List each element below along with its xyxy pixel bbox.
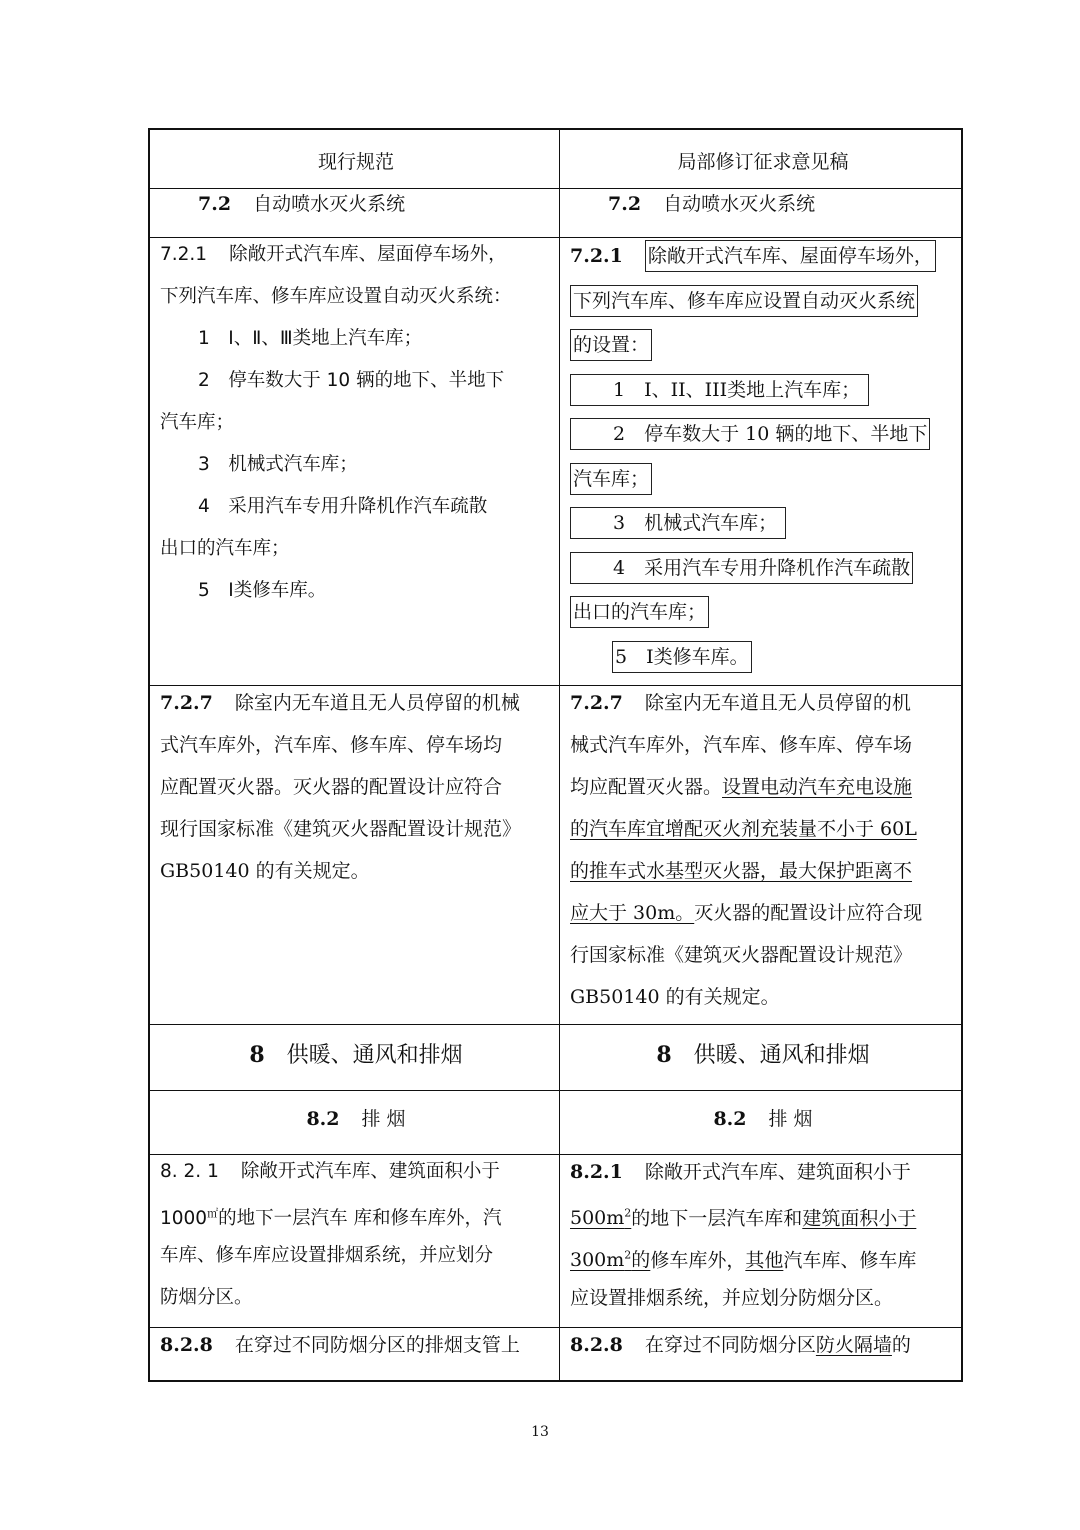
unit-superscript: 2	[624, 1207, 632, 1220]
clause-line	[570, 1324, 956, 1366]
revised-text-box: 3 机械式汽车库；	[570, 507, 786, 539]
list-item: 2 停车数大于 10 辆的地下、半地下	[198, 370, 505, 391]
clause-line: 式汽车库外，汽车库、修车库、停车场均	[160, 734, 503, 756]
clause-line: 出口的汽车库；	[160, 538, 290, 559]
clause-line	[570, 1235, 956, 1277]
clause-line	[570, 323, 956, 368]
clause-line	[570, 1151, 956, 1193]
added-text	[570, 1249, 650, 1271]
section-number: 8.2	[306, 1108, 340, 1130]
section-title: 排 烟	[768, 1108, 813, 1130]
unit-superscript: 2	[624, 1249, 632, 1262]
clause-line	[570, 850, 956, 892]
clause-7-2-7-revised	[570, 682, 956, 1018]
clause-text: 修车库外，	[650, 1249, 746, 1272]
clause-line: 应设置排烟系统，并应划分防烟分区。	[570, 1287, 894, 1309]
list-item: 1 Ⅰ、Ⅱ、Ⅲ类地上汽车库；	[198, 328, 423, 349]
clause-text: 的地下一层汽车库和	[631, 1207, 803, 1230]
list-item: 4 采用汽车专用升降机作汽车疏散	[198, 496, 488, 517]
list-item: 3 机械式汽车库；	[198, 454, 358, 475]
clause-text: 灭火器的配置设计应符合现	[694, 902, 923, 924]
clause-text: 1000	[160, 1208, 208, 1230]
clause-line	[570, 766, 956, 808]
clause-line	[570, 682, 956, 724]
chapter-8-right	[570, 1034, 956, 1077]
clause-number: 8.2.8	[570, 1334, 623, 1356]
list-item: 5 Ⅰ类修车库。	[198, 580, 327, 601]
section-number: 8.2	[713, 1108, 747, 1130]
chapter-title: 供暖、通风和排烟	[693, 1043, 870, 1068]
clause-line	[570, 279, 956, 324]
clause-text: 均应配置灭火器。	[570, 776, 723, 798]
clause-line	[570, 590, 956, 635]
clause-text: 除室内无车道且无人员停留的机	[644, 692, 911, 714]
clause-text: 除敞开式汽车库、建筑面积小于	[240, 1161, 500, 1182]
chapter-number: 8	[249, 1042, 265, 1068]
clause-line	[570, 1193, 956, 1235]
clause-line: 车库、修车库应设置排烟系统，并应划分	[160, 1245, 494, 1266]
clause-number: 8. 2. 1	[160, 1161, 219, 1182]
added-text	[570, 1207, 631, 1229]
row-divider	[150, 1024, 961, 1025]
chapter-8-left	[160, 1034, 552, 1077]
added-text-value: 500m	[570, 1207, 625, 1230]
clause-line: 应配置灭火器。灭火器的配置设计应符合	[160, 776, 503, 798]
list-item	[570, 635, 956, 680]
clause-8-2-1-current	[160, 1151, 552, 1319]
clause-text: 除敞开式汽车库、屋面停车场外，	[229, 244, 507, 265]
clause-8-2-1-revised	[570, 1151, 956, 1319]
revised-text-box: 汽车库；	[570, 463, 652, 495]
revised-text-box: 出口的汽车库；	[570, 596, 709, 628]
unit-superscript: ㎡	[207, 1207, 219, 1220]
clause-number: 8.2.8	[160, 1334, 213, 1356]
clause-line	[160, 682, 552, 724]
clause-line	[570, 808, 956, 850]
comparison-table	[148, 128, 963, 1382]
header-revision-draft: 局部修订征求意见稿	[677, 151, 849, 173]
clause-line: 防烟分区。	[160, 1287, 253, 1308]
clause-text: 的	[891, 1334, 911, 1356]
added-text: 的推车式水基型灭火器，最大保护距离不	[570, 860, 913, 882]
row-divider	[150, 1090, 961, 1091]
clause-line	[570, 234, 956, 279]
clause-7-2-1-current	[160, 234, 552, 612]
revised-text-box: 的设置：	[570, 329, 652, 361]
clause-number: 7.2.1	[570, 245, 623, 267]
clause-line: 下列汽车库、修车库应设置自动灭火系统：	[160, 286, 512, 307]
chapter-number: 8	[656, 1042, 672, 1068]
clause-text: 除敞开式汽车库、建筑面积小于	[644, 1161, 911, 1183]
clause-line	[160, 1324, 552, 1366]
section-7-2-left	[160, 183, 552, 225]
section-7-2-right	[570, 183, 956, 225]
clause-line	[570, 457, 956, 502]
revised-text-box: 下列汽车库、修车库应设置自动灭火系统	[570, 285, 918, 317]
clause-number: 7.2.7	[570, 692, 623, 714]
header-current-spec: 现行规范	[317, 151, 394, 173]
column-divider	[559, 130, 560, 1380]
section-8-2-right	[570, 1098, 956, 1140]
clause-text: 在穿过不同防烟分区	[644, 1334, 816, 1356]
revised-text-box: 1 I、II、III类地上汽车库；	[570, 374, 869, 406]
revised-text-box: 5 I类修车库。	[612, 641, 752, 673]
clause-text: 汽车库、修车库	[783, 1249, 917, 1272]
section-number: 7.2	[198, 193, 232, 215]
clause-line: 现行国家标准《建筑灭火器配置设计规范》	[160, 818, 522, 840]
clause-line: 行国家标准《建筑灭火器配置设计规范》	[570, 944, 913, 966]
added-text-value: 300m	[570, 1249, 625, 1272]
section-title: 排 烟	[361, 1108, 406, 1130]
section-8-2-left	[160, 1098, 552, 1140]
added-text-value: 的	[631, 1249, 651, 1272]
added-text: 防火隔墙	[815, 1334, 892, 1356]
added-text: 设置电动汽车充电设施	[722, 776, 913, 798]
clause-number: 7.2.7	[160, 692, 213, 714]
clause-text: 在穿过不同防烟分区的排烟支管上	[234, 1334, 520, 1356]
clause-line	[160, 1193, 552, 1235]
added-text: 的汽车库宜增配灭火剂充装量不小于 60L	[570, 818, 917, 840]
section-title: 自动喷水灭火系统	[663, 193, 816, 215]
clause-line	[570, 892, 956, 934]
clause-line	[160, 1151, 552, 1193]
clause-7-2-1-revised	[570, 234, 956, 679]
section-number: 7.2	[608, 193, 642, 215]
clause-line	[160, 234, 552, 276]
revised-text-box: 2 停车数大于 10 辆的地下、半地下	[570, 418, 930, 450]
list-item	[570, 546, 956, 591]
clause-line: 汽车库；	[160, 412, 235, 433]
revised-text-box: 除敞开式汽车库、屋面停车场外，	[645, 240, 936, 272]
section-title: 自动喷水灭火系统	[253, 193, 406, 215]
added-text: 其他	[745, 1249, 784, 1272]
clause-line: GB50140 的有关规定。	[160, 860, 370, 882]
list-item	[570, 368, 956, 413]
list-item	[570, 412, 956, 457]
clause-text: 除室内无车道且无人员停留的机械	[234, 692, 520, 714]
clause-8-2-8-current	[160, 1324, 552, 1366]
added-text: 应大于 30m。	[570, 902, 695, 924]
page-number: 13	[531, 1424, 549, 1440]
revised-text-box: 4 采用汽车专用升降机作汽车疏散	[570, 552, 913, 584]
list-item	[570, 501, 956, 546]
clause-8-2-8-revised	[570, 1324, 956, 1366]
chapter-title: 供暖、通风和排烟	[286, 1043, 463, 1068]
clause-line: GB50140 的有关规定。	[570, 986, 780, 1008]
added-text: 建筑面积小于	[802, 1207, 917, 1230]
clause-number: 8.2.1	[570, 1161, 623, 1183]
clause-line: 械式汽车库外，汽车库、修车库、停车场	[570, 734, 913, 756]
clause-text: 的地下一层汽车 库和修车库外，汽	[218, 1208, 502, 1230]
clause-7-2-7-current	[160, 682, 552, 892]
clause-number: 7.2.1	[160, 244, 208, 265]
